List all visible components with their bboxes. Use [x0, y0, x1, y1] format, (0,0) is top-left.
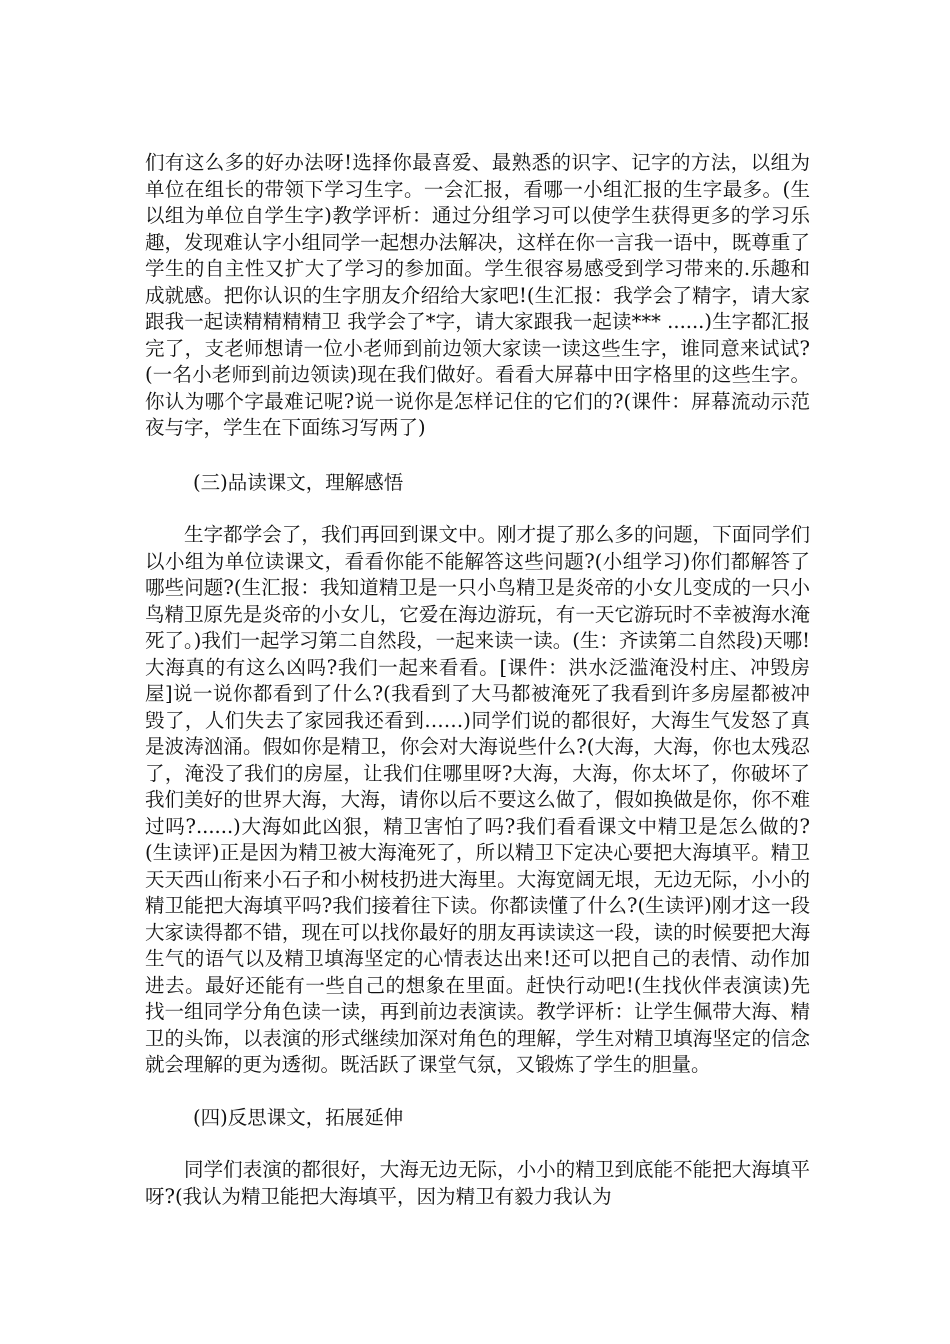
paragraph-1: 们有这么多的好办法呀!选择你最喜爱、最熟悉的识字、记字的方法，以组为单位在组长的带领下学习生字。一会汇报，看哪一小组汇报的生字最多。(生以组为单位自学生字)教学评析：通过分组学习可以使学生获得更多的学习乐趣，发现难认字小组同学一起想办法解决，这样在你一言我一语中，既尊重了学生的自主性又扩大了学习的参加面。学生很容易感受到学习带来的.乐趣和成就感。把你认识的生字朋友介绍给大家吧!(生汇报：我学会了精字，请大家跟我一起读精精精精卫 我学会了*字，请大家跟我一起读*** ......)生字都汇报完了，支老师想请一位小老师到前边领大家读一读这些生字，谁同意来试试?(一名小老师到前边领读)现在我们做好。看看大屏幕中田字格里的这些生字。你认为哪个字最难记呢?说一说你是怎样记住的它们的?(课件：屏幕流动示范夜与字，学生在下面练习写两了) [145, 151, 810, 439]
paragraph-3: 同学们表演的都很好，大海无边无际，小小的精卫到底能不能把大海填平呀?(我认为精卫能把大海填平，因为精卫有毅力我认为 [145, 1158, 810, 1208]
paragraph-2: 生字都学会了，我们再回到课文中。刚才提了那么多的问题，下面同学们以小组为单位读课文，看看你能不能解答这些问题?(小组学习)你们都解答了哪些问题?(生汇报：我知道精卫是一只小鸟精卫是炎帝的小女儿变成的一只小鸟精卫原先是炎帝的小女儿，它爱在海边游玩，有一天它游玩时不幸被海水淹死了。)我们一起学习第二自然段，一起来读一读。(生：齐读第二自然段)天哪!大海真的有这么凶吗?我们一起来看看。[课件：洪水泛滥淹没村庄、冲毁房屋]说一说你都看到了什么?(我看到了大马都被淹死了我看到许多房屋都被冲毁了，人们失去了家园我还看到……)同学们说的都很好，大海生气发怒了真是波涛汹涌。假如你是精卫，你会对大海说些什么?(大海，大海，你也太残忍了，淹没了我们的房屋，让我们住哪里呀?大海，大海，你太坏了，你破坏了我们美好的世界大海，大海，请你以后不要这么做了，假如换做是你，你不难过吗?......)大海如此凶狠，精卫害怕了吗?我们看看课文中精卫是怎么做的?(生读评)正是因为精卫被大海淹死了，所以精卫下定决心要把大海填平。精卫天天西山衔来小石子和小树枝扔进大海里。大海宽阔无垠，无边无际，小小的精卫能把大海填平吗?我们接着往下读。你都读懂了什么?(生读评)刚才这一段大家读得都不错，现在可以找你最好的朋友再读读这一段，读的时候要把大海生气的语气以及精卫填海坚定的心情表达出来!还可以把自己的表情、动作加进去。最好还能有一些自己的想象在里面。赶快行动吧!(生找伙伴表演读)先找一组同学分角色读一读，再到前边表演读。教学评析：让学生佩带大海、精卫的头饰，以表演的形式继续加深对角色的理解，学生对精卫填海坚定的信念就会理解的更为透彻。既活跃了课堂气氛，又锻炼了学生的胆量。 [145, 523, 810, 1076]
section-heading-4: (四)反思课文，拓展延伸 [193, 1105, 404, 1129]
section-heading-3: (三)品读课文，理解感悟 [193, 470, 404, 494]
document-page [145, 150, 810, 1210]
